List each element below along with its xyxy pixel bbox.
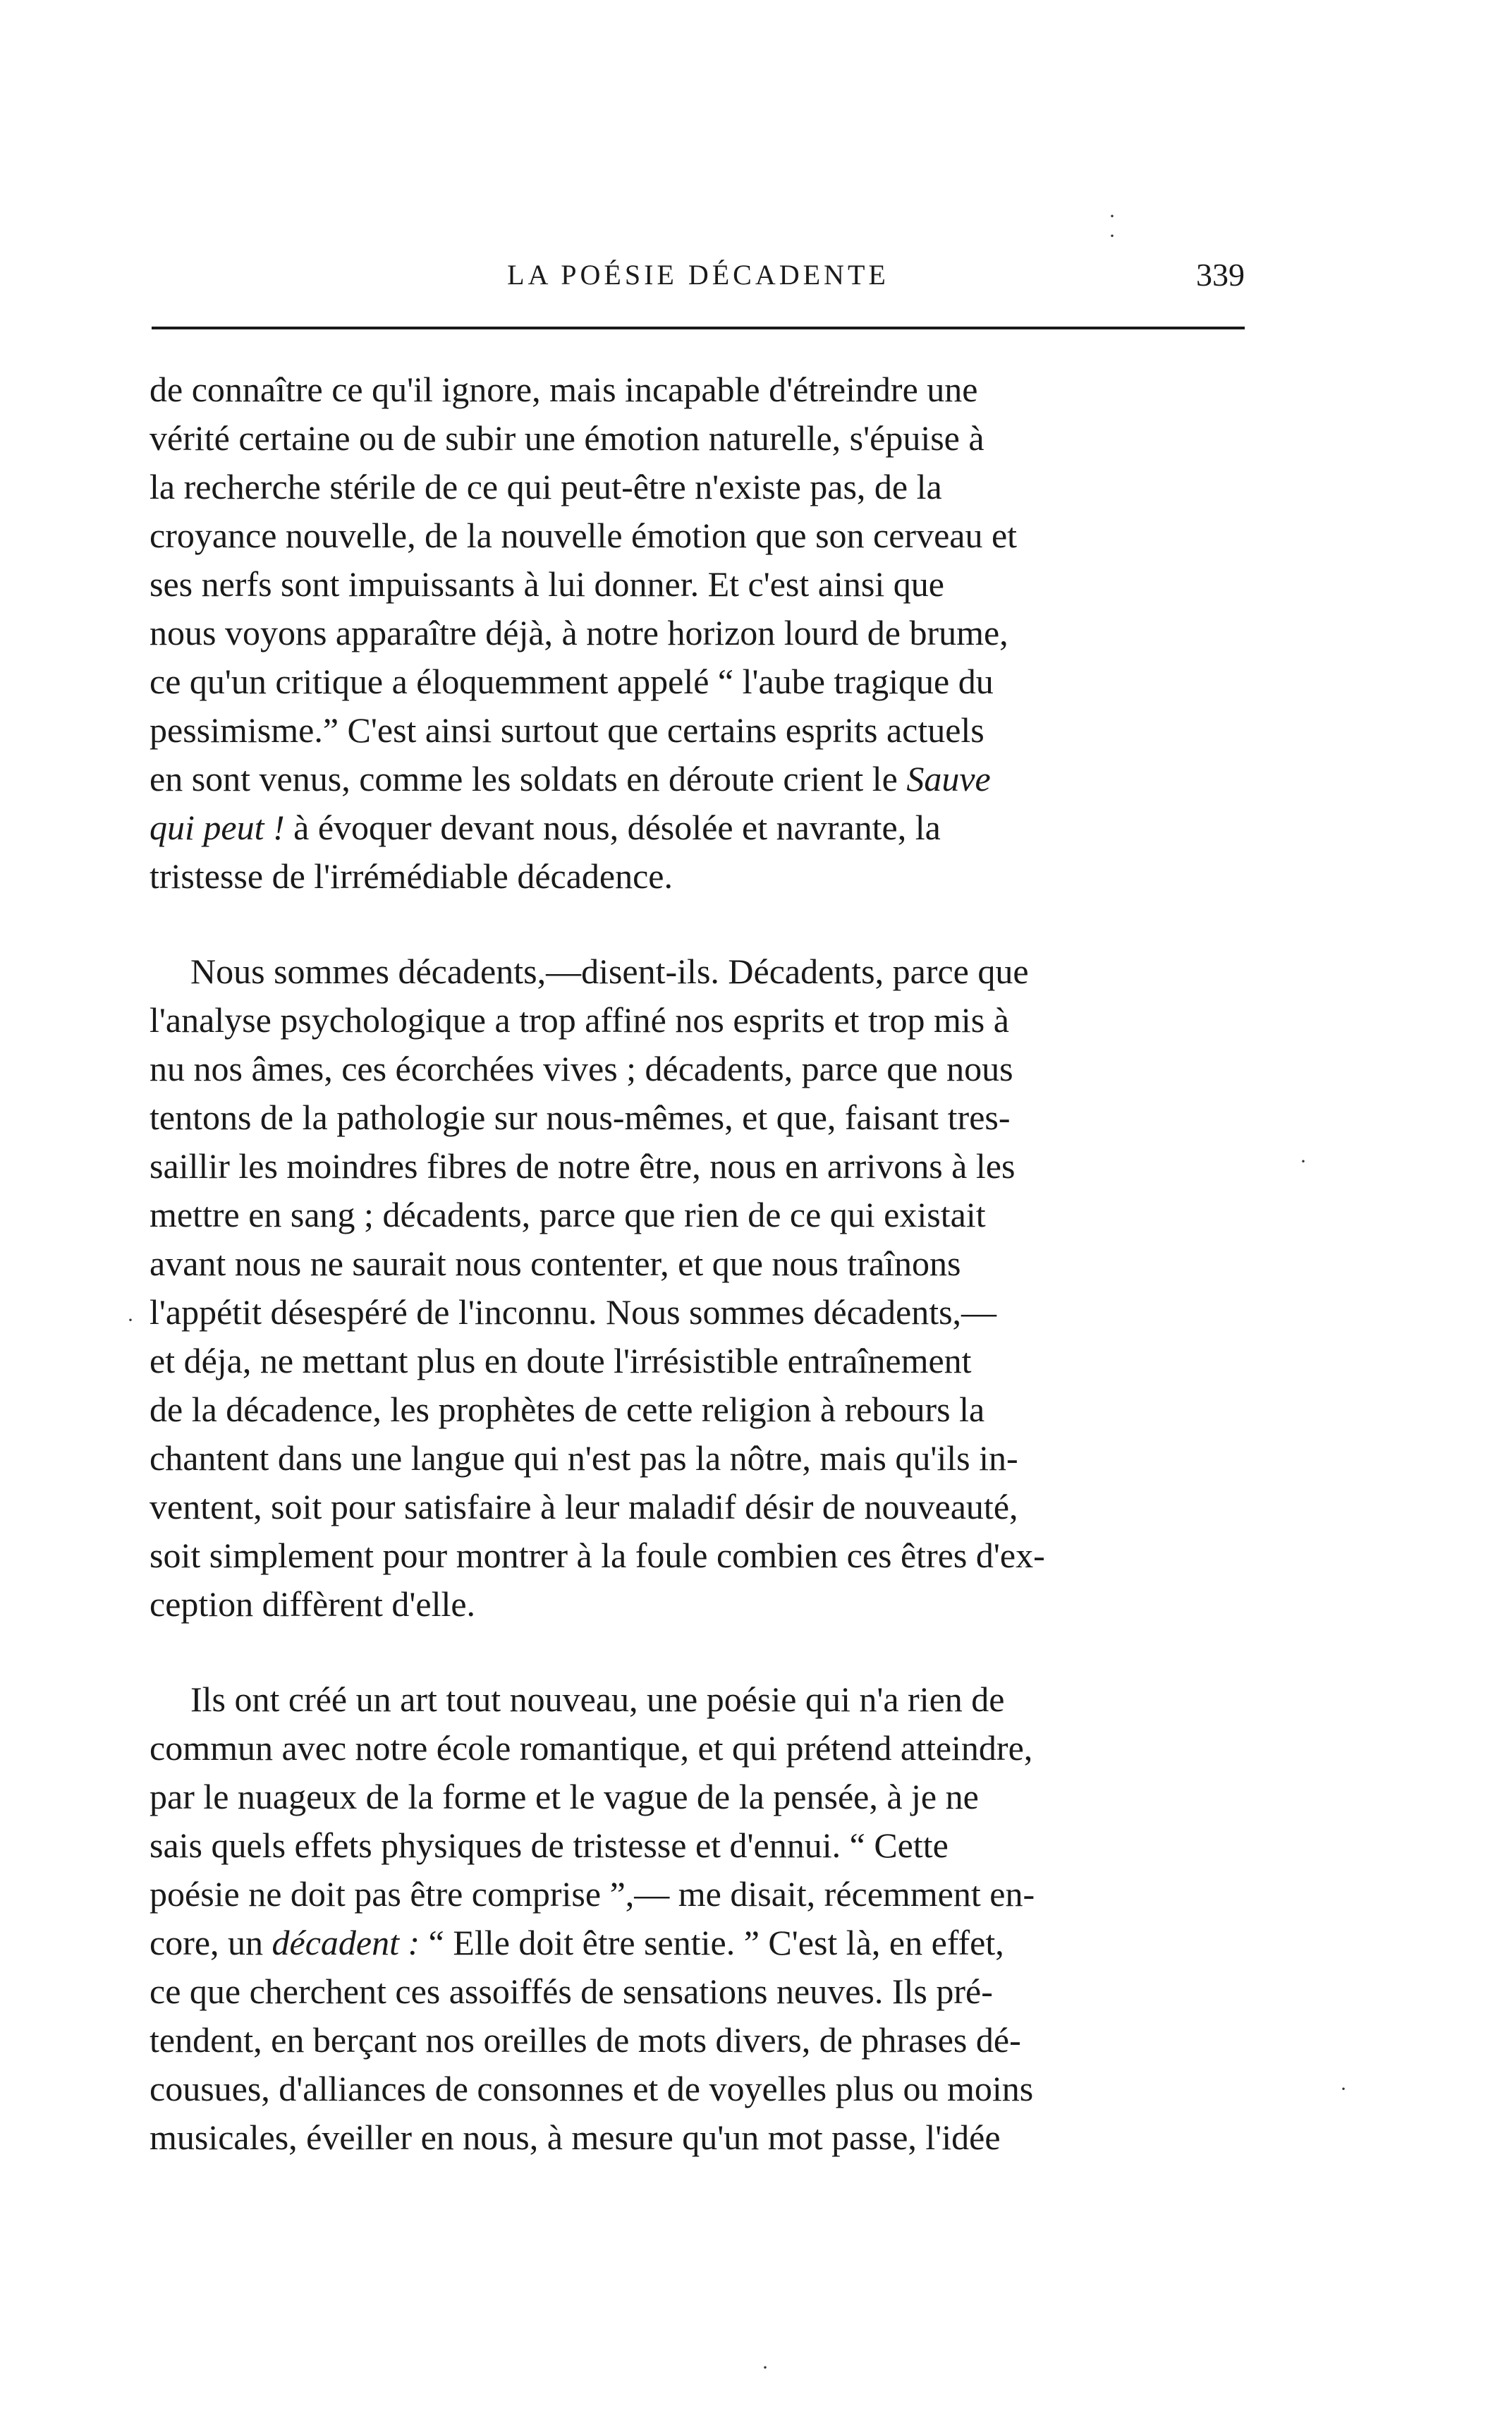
paragraph-1-italic-phrase: Sauve qui peut ! bbox=[150, 759, 991, 847]
running-title: LA POÉSIE DÉCADENTE bbox=[507, 259, 889, 291]
paragraph-2-segment-1: Nous sommes décadents,—disent-ils. Décadents, parce que l'analyse psychologique a trop affiné nos esprits et trop mis à nu nos âmes, ces écorchées vives ; décadents, parce que nous tentons de la pathologie sur nous-mêmes, et que, faisant tres- saillir les moindres fibres de notre être, nous en arrivons à les mettre en sang ; décadents, parce que rien de ce qui existait avant nous ne saurait nous contenter, et que nous traînons l'appétit désespéré de l'inconnu. Nous sommes décadents,— et déja, ne mettant plus en doute l'irrésistible entraînement de la décadence, les prophètes de cette religion à rebours la chantent dans une langue qui n'est pas la nôtre, mais qu'ils in- ventent, soit pour satisfaire à leur maladif désir de nouveauté, soit simplement pour montrer à la foule combien ces êtres d'ex- ception diffèrent d'elle. bbox=[150, 952, 1045, 1624]
stray-mark: · bbox=[1340, 2077, 1347, 2101]
body-text bbox=[150, 365, 1250, 2162]
running-header bbox=[152, 250, 1245, 300]
paragraph-3 bbox=[150, 1675, 1250, 2162]
paragraph-2 bbox=[150, 947, 1250, 1629]
paragraph-1 bbox=[150, 365, 1250, 901]
paragraph-1-segment-1: de connaître ce qu'il ignore, mais incapable d'étreindre une vérité certaine ou de subir une émotion naturelle, s'épuise à la recherche stérile de ce qui peut-être n'existe pas, de la croyance nouvelle, de la nouvelle émotion que son cerveau et ses nerfs sont impuissants à lui donner. Et c'est ainsi que nous voyons apparaître déjà, à notre horizon lourd de brume, ce qu'un critique a éloquemment appelé “ l'aube tragique du pessimisme.” C'est ainsi surtout que certains esprits actuels en sont venus, comme les soldats en déroute crient le bbox=[150, 370, 1018, 798]
page-number: 339 bbox=[1196, 257, 1245, 293]
paragraph-3-italic-word: décadent : bbox=[272, 1923, 420, 1962]
paragraph-3-segment-1: Ils ont créé un art tout nouveau, une poésie qui n'a rien de commun avec notre école romantique, et qui prétend atteindre, par le nuageux de la forme et le vague de la pensée, à je ne sais quels effets physiques de tristesse et d'ennui. “ Cette poésie ne doit pas être comprise ”,— me disait, récemment en- core, un bbox=[150, 1679, 1035, 1962]
stray-mark: · bbox=[127, 1308, 134, 1332]
paragraph-1-segment-3: à évoquer devant nous, désolée et navrante, la tristesse de l'irrémédiable décadence. bbox=[150, 808, 941, 896]
header-rule bbox=[152, 327, 1245, 329]
paragraph-3-segment-3: “ Elle doit être sentie. ” C'est là, en effet, ce que cherchent ces assoiffés de sensations neuves. Ils pré- tendent, en berçant nos oreilles de mots divers, de phrases dé- cousues, d'alliances de consonnes et de voyelles plus ou moins musicales, éveiller en nous, à mesure qu'un mot passe, l'idée bbox=[150, 1923, 1034, 2157]
stray-mark: · bbox=[1109, 205, 1116, 228]
stray-mark: · bbox=[1300, 1150, 1307, 1173]
stray-mark: · bbox=[762, 2356, 769, 2379]
stray-mark: · bbox=[1109, 224, 1116, 248]
